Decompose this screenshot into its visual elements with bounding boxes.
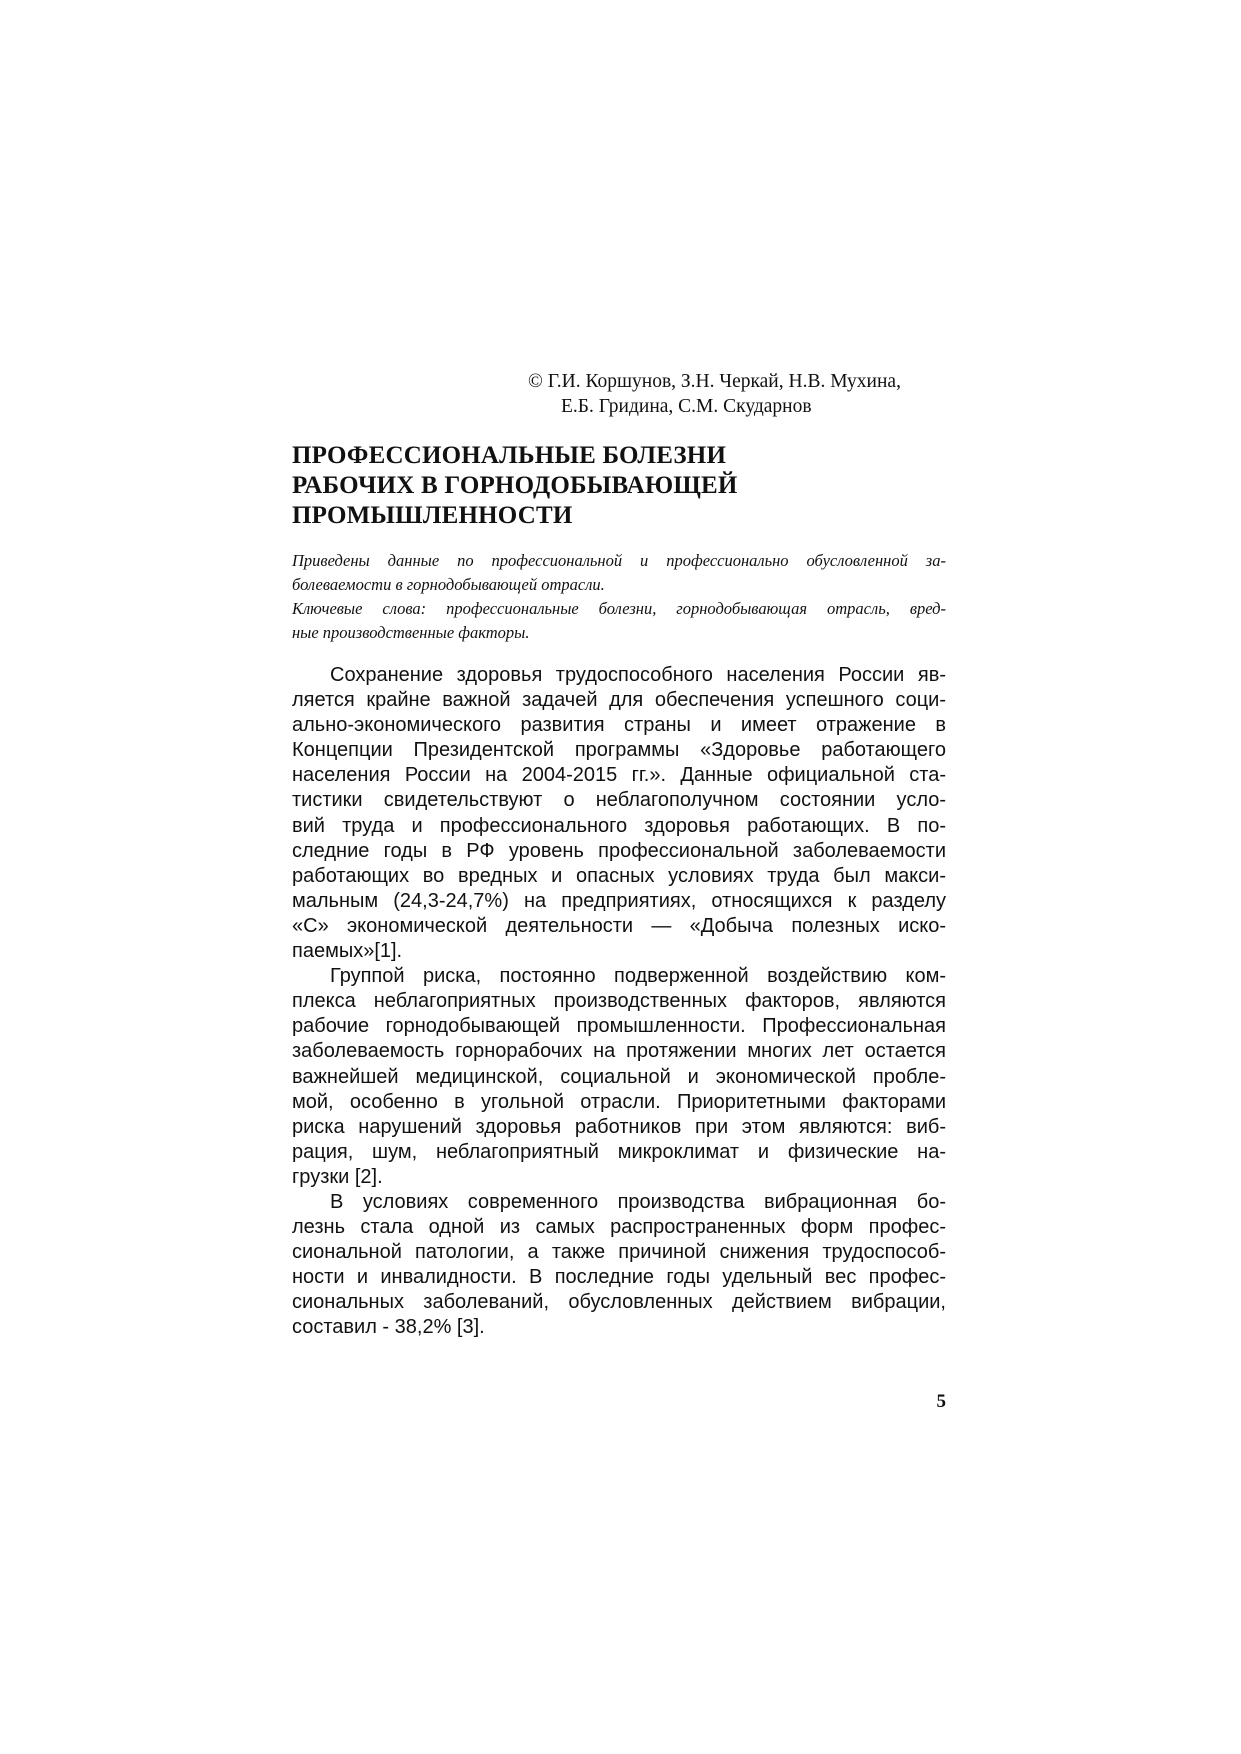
text-line: работающих во вредных и опасных условиях труда был макси- bbox=[292, 864, 946, 887]
paragraph-1 bbox=[292, 663, 946, 964]
text-line: составил - 38,2% [3]. bbox=[292, 1316, 485, 1339]
title-line: ПРОФЕССИОНАЛЬНЫЕ БОЛЕЗНИ bbox=[292, 442, 727, 469]
text-line: рация, шум, неблагоприятный микроклимат и физические на- bbox=[292, 1140, 946, 1163]
text-line: сиональной патологии, а также причиной снижения трудоспособ- bbox=[292, 1241, 946, 1264]
text-line: В условиях современного производства вибрационная бо- bbox=[330, 1190, 946, 1213]
text-line: Сохранение здоровья трудоспособного населения России яв- bbox=[330, 664, 946, 686]
text-line: мой, особенно в угольной отрасли. Приоритетными факторами bbox=[292, 1090, 946, 1113]
authors-line: © Г.И. Коршунов, З.Н. Черкай, Н.В. Мухина, bbox=[528, 371, 901, 392]
paragraph-2 bbox=[292, 964, 946, 1190]
authors-block bbox=[528, 369, 958, 419]
text-line: рабочие горнодобывающей промышленности. Профессиональная bbox=[292, 1015, 946, 1038]
authors-line: Е.Б. Гридина, С.М. Скударнов bbox=[561, 396, 812, 417]
text-line: риска нарушений здоровья работников при этом являются: виб- bbox=[292, 1115, 946, 1138]
body-text bbox=[292, 663, 946, 1341]
article-title bbox=[292, 441, 792, 531]
text-line: мальным (24,3-24,7%) на предприятиях, относящихся к разделу bbox=[292, 889, 946, 912]
text-line: ально-экономического развития страны и имеет отражение в bbox=[292, 714, 946, 737]
text-line: плекса неблагоприятных производственных факторов, являются bbox=[292, 990, 946, 1013]
abstract-line: болеваемости в горнодобывающей отрасли. bbox=[292, 575, 605, 594]
title-line: РАБОЧИХ В ГОРНОДОБЫВАЮЩЕЙ bbox=[292, 472, 738, 499]
paragraph-3 bbox=[292, 1190, 946, 1341]
page-number: 5 bbox=[936, 1391, 946, 1412]
text-line: сиональных заболеваний, обусловленных действием вибрации, bbox=[292, 1291, 946, 1314]
keywords-line: Ключевые слова: профессиональные болезни, горнодобывающая отрасль, вред- bbox=[292, 599, 946, 618]
text-line: тистики свидетельствуют о неблагополучном состоянии усло- bbox=[292, 789, 946, 812]
text-line: ляется крайне важной задачей для обеспечения успешного соци- bbox=[292, 689, 946, 712]
text-line: населения России на 2004-2015 гг.». Данные официальной ста- bbox=[292, 764, 946, 787]
text-line: грузки [2]. bbox=[292, 1165, 383, 1188]
text-line: лезнь стала одной из самых распространенных форм профес- bbox=[292, 1216, 946, 1239]
text-line: паемых»[1]. bbox=[292, 940, 403, 963]
text-line: важнейшей медицинской, социальной и экономической пробле- bbox=[292, 1065, 946, 1088]
abstract-line: Приведены данные по профессиональной и профессионально обусловленной за- bbox=[292, 551, 946, 570]
text-line: ности и инвалидности. В последние годы удельный вес профес- bbox=[292, 1266, 946, 1289]
title-line: ПРОМЫШЛЕННОСТИ bbox=[292, 502, 573, 529]
text-line: Концепции Президентской программы «Здоровье работающего bbox=[292, 739, 946, 762]
abstract bbox=[292, 549, 946, 645]
text-line: заболеваемость горнорабочих на протяжении многих лет остается bbox=[292, 1040, 946, 1063]
text-line: вий труда и профессионального здоровья работающих. В по- bbox=[292, 814, 946, 837]
keywords-line: ные производственные факторы. bbox=[292, 623, 530, 642]
text-line: Группой риска, постоянно подверженной воздействию ком- bbox=[330, 965, 946, 988]
text-line: «С» экономической деятельности — «Добыча полезных иско- bbox=[292, 914, 946, 937]
text-line: следние годы в РФ уровень профессиональной заболеваемости bbox=[292, 839, 946, 862]
